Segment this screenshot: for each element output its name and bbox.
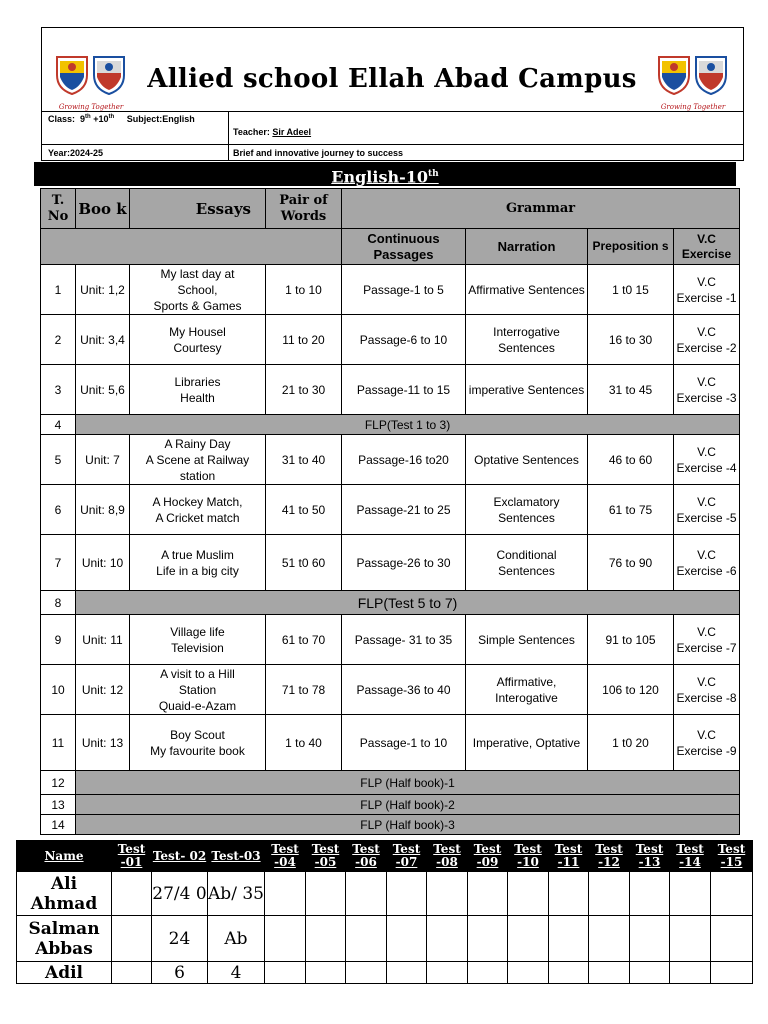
- narration-topic: Exclamatory Sentences: [466, 485, 588, 535]
- continuous-passage: Passage-26 to 30: [342, 535, 466, 591]
- book-unit: Unit: 11: [76, 615, 130, 665]
- flp-row: [41, 591, 740, 615]
- pair-of-words: 51 t0 60: [266, 535, 342, 591]
- essay-line: Courtesy: [173, 340, 222, 355]
- row-number: 12: [41, 771, 76, 795]
- narration-topic: Optative Sentences: [466, 435, 588, 485]
- score-cell: [589, 872, 630, 916]
- flp-label: FLP (Half book)-1: [76, 771, 740, 795]
- results-col-test: Test -04: [265, 841, 306, 872]
- score-cell: [711, 962, 753, 984]
- essay-topics: [130, 315, 266, 365]
- essay-topics: [130, 715, 266, 771]
- continuous-passage: Passage-16 to20: [342, 435, 466, 485]
- syllabus-row: [41, 715, 740, 771]
- score-cell: [427, 916, 468, 962]
- essay-line: A Scene at Railway: [145, 452, 250, 467]
- book-unit: Unit: 8,9: [76, 485, 130, 535]
- col-vc: V.C Exercise: [674, 229, 740, 265]
- essay-topics: [130, 435, 266, 485]
- score-cell: Ab/ 35: [208, 872, 265, 916]
- essay-line: School,: [177, 282, 218, 297]
- student-name: Salman Abbas: [17, 916, 112, 962]
- crest-icon: [91, 53, 127, 95]
- subject-label: Subject:English: [126, 114, 195, 124]
- score-cell: [711, 916, 753, 962]
- essay-line: A Cricket match: [155, 510, 240, 525]
- vc-exercise: V.C Exercise -7: [674, 615, 740, 665]
- essay-line: A Hockey Match,: [152, 494, 243, 509]
- crest-icon: [656, 53, 692, 95]
- score-cell: [549, 962, 589, 984]
- syllabus-row: [41, 365, 740, 415]
- score-cell: [549, 872, 589, 916]
- col-preposition: Preposition s: [588, 229, 674, 265]
- score-cell: [630, 872, 670, 916]
- score-cell: [265, 916, 306, 962]
- syllabus-body: [41, 265, 740, 835]
- results-col-test: Test -09: [468, 841, 508, 872]
- results-col-test: Test- 02: [152, 841, 208, 872]
- score-cell: [306, 962, 346, 984]
- school-header: [41, 27, 744, 161]
- results-col-test: Test -12: [589, 841, 630, 872]
- essay-topics: [130, 615, 266, 665]
- score-cell: [549, 916, 589, 962]
- pair-of-words: 41 to 50: [266, 485, 342, 535]
- score-cell: [508, 916, 549, 962]
- col-grammar: Grammar: [342, 189, 740, 229]
- pair-of-words: 1 to 40: [266, 715, 342, 771]
- continuous-passage: Passage-1 to 10: [342, 715, 466, 771]
- col-continuous: Continuous Passages: [342, 229, 466, 265]
- score-cell: [468, 962, 508, 984]
- continuous-passage: Passage- 31 to 35: [342, 615, 466, 665]
- flp-row: [41, 815, 740, 835]
- score-cell: [427, 962, 468, 984]
- score-cell: [589, 962, 630, 984]
- continuous-passage: Passage-6 to 10: [342, 315, 466, 365]
- score-cell: [670, 872, 711, 916]
- col-pair: Pair of Words: [266, 189, 342, 229]
- essay-line: My Housel: [169, 324, 226, 339]
- student-name: Ali Ahmad: [17, 872, 112, 916]
- score-cell: 24: [152, 916, 208, 962]
- results-col-test: Test -10: [508, 841, 549, 872]
- syllabus-row: [41, 665, 740, 715]
- results-col-test: Test -06: [346, 841, 387, 872]
- year-label: Year:2024-25: [48, 148, 104, 158]
- row-number: 1: [41, 265, 76, 315]
- results-col-test: Test -13: [630, 841, 670, 872]
- score-cell: [265, 962, 306, 984]
- pair-of-words: 11 to 20: [266, 315, 342, 365]
- score-cell: [387, 872, 427, 916]
- score-cell: [265, 872, 306, 916]
- preposition-range: 31 to 45: [588, 365, 674, 415]
- school-logo-right: [653, 53, 733, 111]
- narration-topic: Conditional Sentences: [466, 535, 588, 591]
- vc-exercise: V.C Exercise -8: [674, 665, 740, 715]
- narration-topic: Imperative, Optative: [466, 715, 588, 771]
- logo-motto: Growing Together: [58, 103, 124, 111]
- flp-label: FLP(Test 5 to 7): [76, 591, 740, 615]
- pair-of-words: 61 to 70: [266, 615, 342, 665]
- essay-line: Quaid-e-Azam: [158, 698, 237, 713]
- essay-line: Libraries: [174, 374, 221, 389]
- results-col-name: Name: [17, 841, 112, 872]
- syllabus-row: [41, 315, 740, 365]
- continuous-passage: Passage-1 to 5: [342, 265, 466, 315]
- row-number: 7: [41, 535, 76, 591]
- book-unit: Unit: 7: [76, 435, 130, 485]
- pair-of-words: 31 to 40: [266, 435, 342, 485]
- score-cell: Ab: [208, 916, 265, 962]
- vc-exercise: V.C Exercise -4: [674, 435, 740, 485]
- score-cell: [670, 962, 711, 984]
- narration-topic: imperative Sentences: [466, 365, 588, 415]
- vc-exercise: V.C Exercise -6: [674, 535, 740, 591]
- preposition-range: 16 to 30: [588, 315, 674, 365]
- score-cell: [346, 872, 387, 916]
- essay-line: My favourite book: [150, 743, 245, 758]
- essay-line: Health: [180, 390, 215, 405]
- book-unit: Unit: 3,4: [76, 315, 130, 365]
- score-cell: [468, 872, 508, 916]
- score-cell: [711, 872, 753, 916]
- score-cell: [508, 962, 549, 984]
- score-cell: [346, 962, 387, 984]
- crest-icon: [693, 53, 729, 95]
- row-number: 3: [41, 365, 76, 415]
- logo-motto: Growing Together: [660, 103, 726, 111]
- vc-exercise: V.C Exercise -3: [674, 365, 740, 415]
- header-row: [41, 189, 740, 229]
- results-col-test: Test -15: [711, 841, 753, 872]
- results-col-test: Test-03: [208, 841, 265, 872]
- tagline: Brief and innovative journey to success: [233, 148, 404, 158]
- row-number: 11: [41, 715, 76, 771]
- score-cell: [387, 916, 427, 962]
- essay-line: My last day at: [160, 266, 235, 281]
- score-cell: [112, 962, 152, 984]
- student-name: Adil: [17, 962, 112, 984]
- results-table: [16, 840, 753, 984]
- score-cell: [670, 916, 711, 962]
- narration-topic: Simple Sentences: [466, 615, 588, 665]
- col-book: Boo k: [76, 189, 130, 229]
- essay-line: A visit to a Hill: [160, 666, 235, 681]
- student-row: [17, 916, 753, 962]
- essay-line: Sports & Games: [153, 298, 242, 313]
- essay-topics: [130, 535, 266, 591]
- essay-line: Village life: [170, 624, 225, 639]
- row-number: 5: [41, 435, 76, 485]
- score-cell: 4: [208, 962, 265, 984]
- row-number: 2: [41, 315, 76, 365]
- vc-exercise: V.C Exercise -1: [674, 265, 740, 315]
- score-cell: [427, 872, 468, 916]
- essay-line: Television: [171, 640, 224, 655]
- teacher-info: Teacher: Sir Adeel: [233, 127, 312, 137]
- preposition-range: 1 t0 15: [588, 265, 674, 315]
- preposition-range: 61 to 75: [588, 485, 674, 535]
- continuous-passage: Passage-11 to 15: [342, 365, 466, 415]
- row-number: 10: [41, 665, 76, 715]
- preposition-range: 91 to 105: [588, 615, 674, 665]
- flp-label: FLP (Half book)-3: [76, 815, 740, 835]
- results-col-test: Test -14: [670, 841, 711, 872]
- book-unit: Unit: 12: [76, 665, 130, 715]
- essay-line: A Rainy Day: [164, 436, 231, 451]
- student-row: [17, 962, 753, 984]
- syllabus-row: [41, 535, 740, 591]
- student-row: [17, 872, 753, 916]
- score-cell: [589, 916, 630, 962]
- results-col-test: Test -05: [306, 841, 346, 872]
- essay-topics: [130, 485, 266, 535]
- score-cell: 6: [152, 962, 208, 984]
- row-number: 9: [41, 615, 76, 665]
- score-cell: [630, 962, 670, 984]
- preposition-range: 1 t0 20: [588, 715, 674, 771]
- score-cell: 27/4 0: [152, 872, 208, 916]
- syllabus-row: [41, 615, 740, 665]
- book-unit: Unit: 10: [76, 535, 130, 591]
- pair-of-words: 1 to 10: [266, 265, 342, 315]
- essay-topics: [130, 665, 266, 715]
- teacher-name: Sir Adeel: [272, 127, 312, 137]
- page-title: English-10th: [34, 162, 736, 186]
- narration-topic: Interrogative Sentences: [466, 315, 588, 365]
- continuous-passage: Passage-36 to 40: [342, 665, 466, 715]
- essay-topics: [130, 265, 266, 315]
- score-cell: [630, 916, 670, 962]
- row-number: 6: [41, 485, 76, 535]
- pair-of-words: 71 to 78: [266, 665, 342, 715]
- school-name: Allied school Ellah Abad Campus: [147, 64, 637, 94]
- divider: [228, 111, 229, 160]
- results-col-test: Test -08: [427, 841, 468, 872]
- essay-line: A true Muslim: [161, 547, 234, 562]
- narration-topic: Affirmative, Interogative: [466, 665, 588, 715]
- flp-label: FLP(Test 1 to 3): [76, 415, 740, 435]
- essay-line: Station: [178, 682, 217, 697]
- score-cell: [468, 916, 508, 962]
- syllabus-row: [41, 265, 740, 315]
- preposition-range: 106 to 120: [588, 665, 674, 715]
- essay-topics: [130, 365, 266, 415]
- score-cell: [306, 872, 346, 916]
- row-number: 13: [41, 795, 76, 815]
- score-cell: [112, 916, 152, 962]
- book-unit: Unit: 13: [76, 715, 130, 771]
- preposition-range: 76 to 90: [588, 535, 674, 591]
- col-essays: Essays: [130, 189, 266, 229]
- results-header-row: [17, 841, 753, 872]
- score-cell: [112, 872, 152, 916]
- row-number: 4: [41, 415, 76, 435]
- essay-line: station: [179, 468, 216, 483]
- vc-exercise: V.C Exercise -5: [674, 485, 740, 535]
- score-cell: [508, 872, 549, 916]
- flp-row: [41, 771, 740, 795]
- crest-icon: [54, 53, 90, 95]
- results-body: [17, 872, 753, 984]
- score-cell: [387, 962, 427, 984]
- results-col-test: Test -11: [549, 841, 589, 872]
- results-col-test: Test -07: [387, 841, 427, 872]
- vc-exercise: V.C Exercise -9: [674, 715, 740, 771]
- essay-line: Life in a big city: [156, 563, 239, 578]
- continuous-passage: Passage-21 to 25: [342, 485, 466, 535]
- syllabus-row: [41, 485, 740, 535]
- col-narration: Narration: [466, 229, 588, 265]
- divider: [42, 111, 743, 112]
- flp-label: FLP (Half book)-2: [76, 795, 740, 815]
- row-number: 8: [41, 591, 76, 615]
- preposition-range: 46 to 60: [588, 435, 674, 485]
- narration-topic: Affirmative Sentences: [466, 265, 588, 315]
- score-cell: [346, 916, 387, 962]
- book-unit: Unit: 1,2: [76, 265, 130, 315]
- divider: [42, 144, 743, 145]
- essay-line: Boy Scout: [170, 727, 225, 742]
- row-number: 14: [41, 815, 76, 835]
- pair-of-words: 21 to 30: [266, 365, 342, 415]
- subheader-row: [41, 229, 740, 265]
- syllabus-row: [41, 435, 740, 485]
- flp-row: [41, 415, 740, 435]
- results-col-test: Test -01: [112, 841, 152, 872]
- school-logo-left: [51, 53, 131, 111]
- col-tno: T. No: [41, 189, 76, 229]
- syllabus-table: [40, 188, 740, 835]
- subheader-blank: [41, 229, 342, 265]
- score-cell: [306, 916, 346, 962]
- flp-row: [41, 795, 740, 815]
- class-info: Class: 9th +10th Subject:English: [48, 114, 195, 124]
- book-unit: Unit: 5,6: [76, 365, 130, 415]
- vc-exercise: V.C Exercise -2: [674, 315, 740, 365]
